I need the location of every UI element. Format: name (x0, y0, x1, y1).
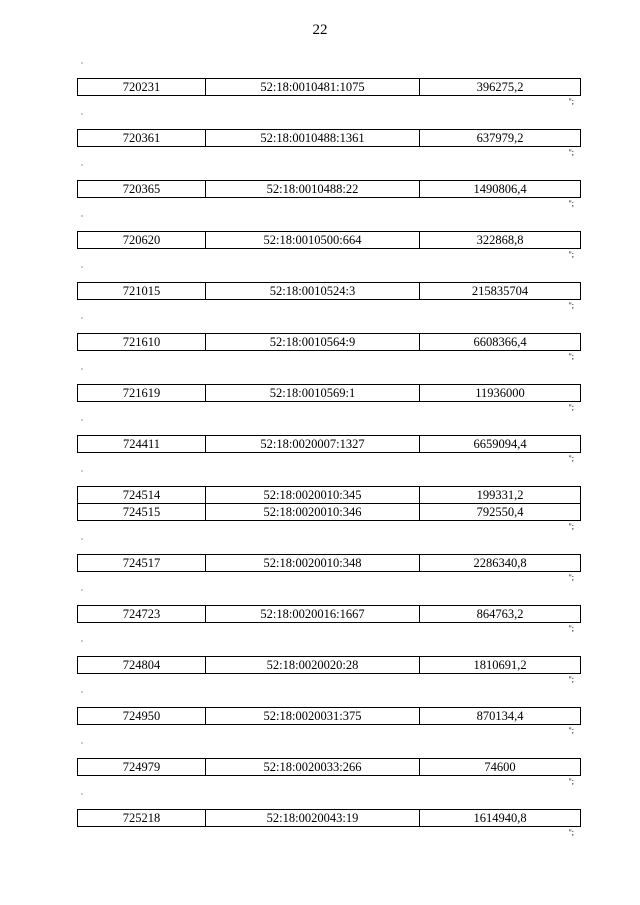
record-code-cell: 724517 (78, 555, 206, 572)
table-row (78, 606, 581, 623)
cadastral-number-cell: 52:18:0010524:3 (206, 283, 420, 300)
opening-quote-mark: " (81, 318, 84, 323)
opening-quote-mark: " (81, 590, 84, 595)
entry-table (77, 78, 581, 96)
cadastral-number-cell: 52:18:0020020:28 (206, 657, 420, 674)
closing-quote-mark: "; (568, 403, 574, 412)
cadastral-number-cell: 52:18:0020031:375 (206, 708, 420, 725)
table-row (78, 130, 581, 147)
entry-group (77, 366, 580, 417)
record-code-cell: 721619 (78, 385, 206, 402)
cadastral-value-cell: 870134,4 (420, 708, 581, 725)
closing-quote-mark: "; (568, 522, 574, 531)
entry-table (77, 282, 581, 300)
cadastral-number-cell: 52:18:0020033:266 (206, 759, 420, 776)
cadastral-number-cell: 52:18:0020016:1667 (206, 606, 420, 623)
cadastral-number-cell: 52:18:0020043:19 (206, 810, 420, 827)
opening-quote-mark: " (81, 165, 84, 170)
entry-table (77, 605, 581, 623)
closing-quote-mark: "; (568, 454, 574, 463)
entry-table (77, 231, 581, 249)
cadastral-number-cell: 52:18:0020010:345 (206, 487, 420, 504)
entry-group (77, 111, 580, 162)
entry-group (77, 162, 580, 213)
cadastral-number-cell: 52:18:0010488:1361 (206, 130, 420, 147)
page-number: 22 (312, 22, 328, 38)
record-code-cell: 721015 (78, 283, 206, 300)
entry-group (77, 60, 580, 111)
table-row (78, 181, 581, 198)
entry-group (77, 638, 580, 689)
entry-group (77, 315, 580, 366)
table-row (78, 657, 581, 674)
opening-quote-mark: " (81, 420, 84, 425)
entry-group (77, 740, 580, 791)
cadastral-number-cell: 52:18:0010564:9 (206, 334, 420, 351)
entry-table (77, 129, 581, 147)
cadastral-value-cell: 199331,2 (420, 487, 581, 504)
opening-quote-mark: " (81, 471, 84, 476)
record-code-cell: 720231 (78, 79, 206, 96)
table-row (78, 555, 581, 572)
table-row (78, 759, 581, 776)
opening-quote-mark: " (81, 114, 84, 119)
opening-quote-mark: " (81, 369, 84, 374)
entry-table (77, 486, 581, 521)
closing-quote-mark: "; (568, 573, 574, 582)
cadastral-value-cell: 322868,8 (420, 232, 581, 249)
record-code-cell: 724514 (78, 487, 206, 504)
closing-quote-mark: "; (568, 675, 574, 684)
cadastral-value-cell: 215835704 (420, 283, 581, 300)
record-code-cell: 724979 (78, 759, 206, 776)
table-row (78, 504, 581, 521)
entry-table (77, 656, 581, 674)
entry-table (77, 384, 581, 402)
cadastral-value-cell: 637979,2 (420, 130, 581, 147)
entry-group (77, 536, 580, 587)
closing-quote-mark: "; (568, 352, 574, 361)
cadastral-value-cell: 74600 (420, 759, 581, 776)
cadastral-number-cell: 52:18:0020010:348 (206, 555, 420, 572)
closing-quote-mark: "; (568, 777, 574, 786)
cadastral-value-cell: 396275,2 (420, 79, 581, 96)
cadastral-number-cell: 52:18:0010569:1 (206, 385, 420, 402)
table-row (78, 436, 581, 453)
closing-quote-mark: "; (568, 97, 574, 106)
entry-group (77, 587, 580, 638)
record-code-cell: 724950 (78, 708, 206, 725)
entry-table (77, 435, 581, 453)
record-code-cell: 720361 (78, 130, 206, 147)
table-row (78, 79, 581, 96)
cadastral-number-cell: 52:18:0020007:1327 (206, 436, 420, 453)
opening-quote-mark: " (81, 63, 84, 68)
entry-group (77, 468, 580, 536)
entry-table (77, 333, 581, 351)
cadastral-value-cell: 1614940,8 (420, 810, 581, 827)
table-row (78, 810, 581, 827)
opening-quote-mark: " (81, 743, 84, 748)
entry-table (77, 554, 581, 572)
entry-table (77, 180, 581, 198)
entry-group (77, 791, 580, 842)
cadastral-value-cell: 864763,2 (420, 606, 581, 623)
record-code-cell: 724804 (78, 657, 206, 674)
entry-table (77, 809, 581, 827)
table-row (78, 487, 581, 504)
cadastral-value-cell: 2286340,8 (420, 555, 581, 572)
opening-quote-mark: " (81, 692, 84, 697)
cadastral-value-cell: 792550,4 (420, 504, 581, 521)
record-code-cell: 724723 (78, 606, 206, 623)
cadastral-value-cell: 11936000 (420, 385, 581, 402)
table-row (78, 334, 581, 351)
closing-quote-mark: "; (568, 148, 574, 157)
entry-table (77, 758, 581, 776)
cadastral-value-cell: 1490806,4 (420, 181, 581, 198)
cadastral-number-cell: 52:18:0020010:346 (206, 504, 420, 521)
table-row (78, 708, 581, 725)
entry-group (77, 689, 580, 740)
opening-quote-mark: " (81, 267, 84, 272)
entry-table (77, 707, 581, 725)
entry-group (77, 264, 580, 315)
entry-group (77, 417, 580, 468)
closing-quote-mark: "; (568, 828, 574, 837)
closing-quote-mark: "; (568, 726, 574, 735)
record-code-cell: 721610 (78, 334, 206, 351)
closing-quote-mark: "; (568, 199, 574, 208)
table-row (78, 283, 581, 300)
cadastral-value-cell: 6659094,4 (420, 436, 581, 453)
cadastral-value-cell: 1810691,2 (420, 657, 581, 674)
opening-quote-mark: " (81, 539, 84, 544)
opening-quote-mark: " (81, 216, 84, 221)
opening-quote-mark: " (81, 641, 84, 646)
record-code-cell: 724411 (78, 436, 206, 453)
record-code-cell: 725218 (78, 810, 206, 827)
cadastral-number-cell: 52:18:0010500:664 (206, 232, 420, 249)
opening-quote-mark: " (81, 794, 84, 799)
record-code-cell: 720620 (78, 232, 206, 249)
table-row (78, 385, 581, 402)
entry-group (77, 213, 580, 264)
record-code-cell: 720365 (78, 181, 206, 198)
cadastral-number-cell: 52:18:0010481:1075 (206, 79, 420, 96)
closing-quote-mark: "; (568, 250, 574, 259)
closing-quote-mark: "; (568, 624, 574, 633)
cadastral-value-cell: 6608366,4 (420, 334, 581, 351)
amendment-list (77, 60, 580, 842)
cadastral-number-cell: 52:18:0010488:22 (206, 181, 420, 198)
table-row (78, 232, 581, 249)
record-code-cell: 724515 (78, 504, 206, 521)
closing-quote-mark: "; (568, 301, 574, 310)
